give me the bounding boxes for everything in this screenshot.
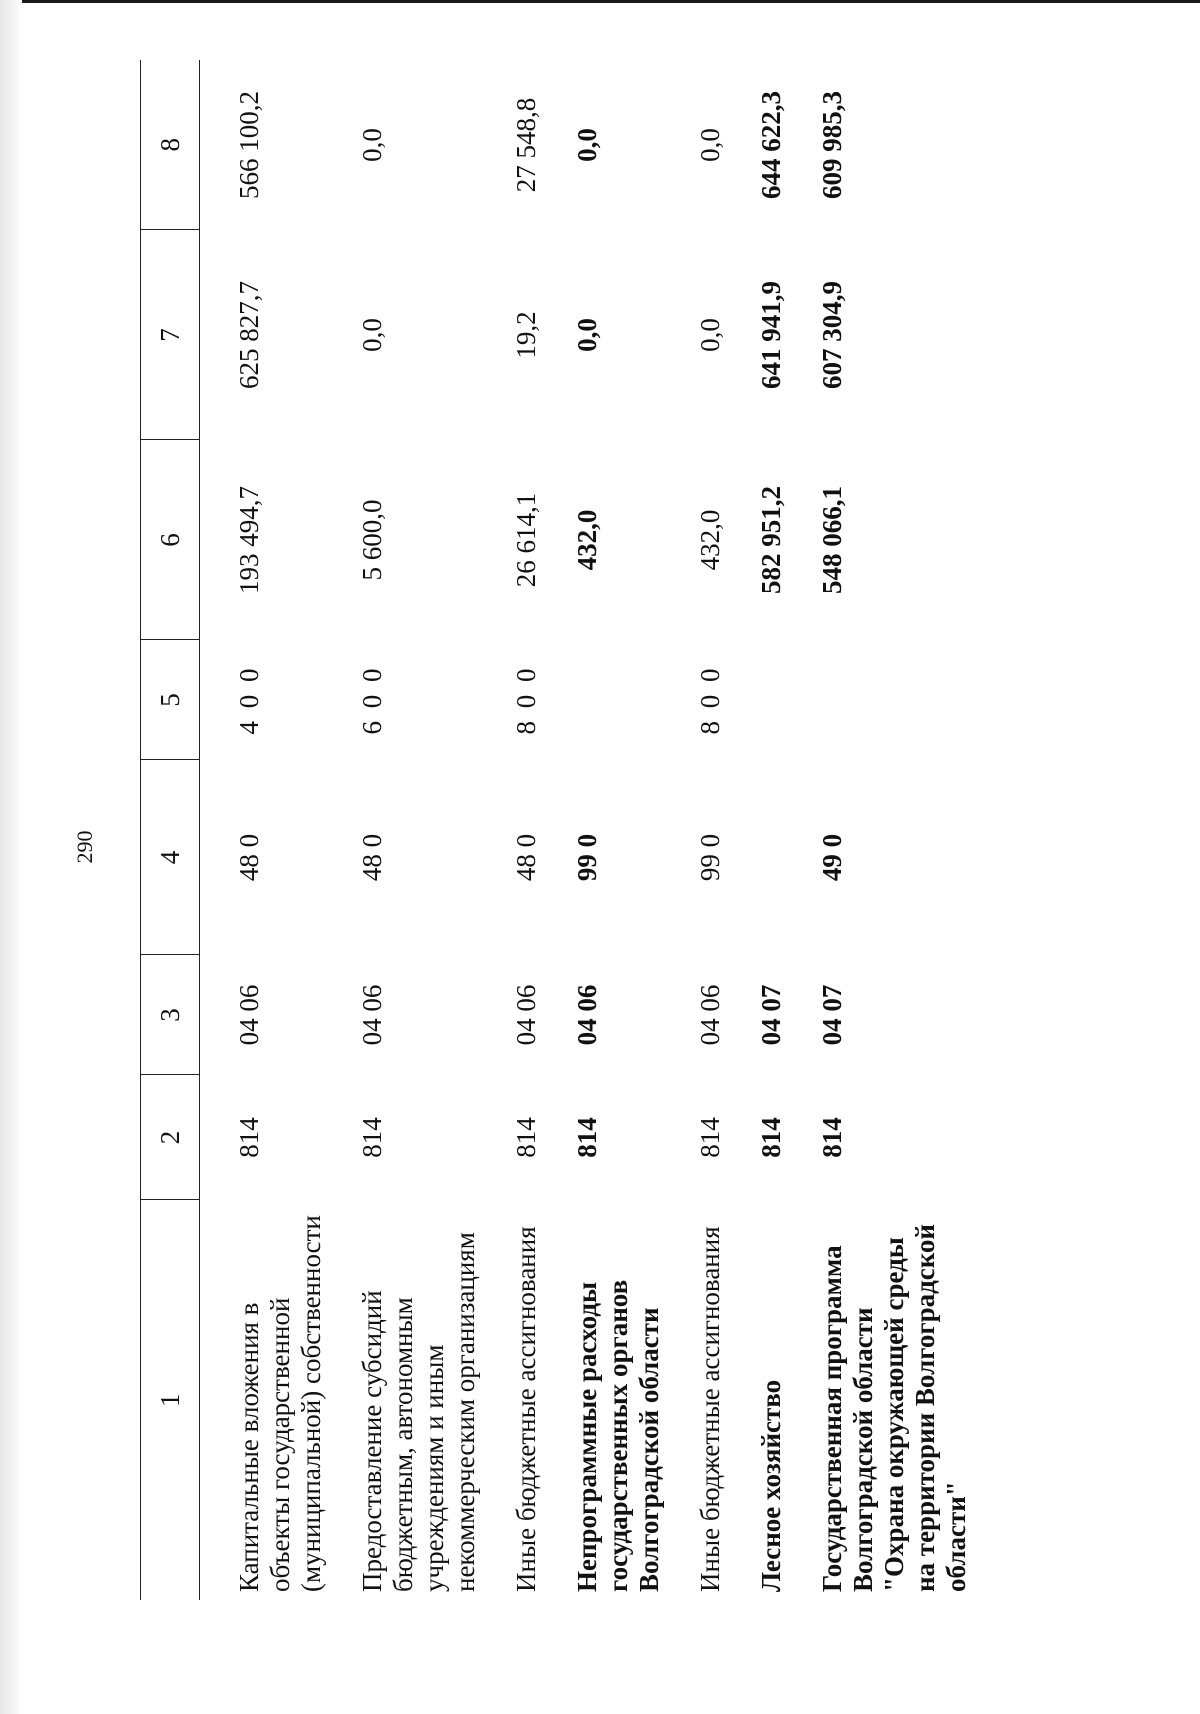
cell-amount-6: 5 600,0 bbox=[357, 499, 387, 581]
rotated-table-container bbox=[140, 60, 1140, 1600]
row-name: Иные бюджетные ассигнования bbox=[695, 1226, 725, 1592]
row-name: Капитальные вложения в объекты государственной (муниципальной) собственности bbox=[234, 1215, 326, 1592]
cell-ministry-code: 814 bbox=[234, 1117, 264, 1158]
table-header bbox=[141, 60, 200, 1600]
cell-amount-6: 193 494,7 bbox=[234, 486, 264, 594]
cell-amount-8: 644 622,3 bbox=[756, 91, 786, 199]
scan-left-shadow bbox=[0, 0, 22, 1714]
cell-ministry-code: 814 bbox=[756, 1117, 786, 1158]
column-header-4: 4 bbox=[141, 760, 200, 955]
column-header-6: 6 bbox=[141, 440, 200, 640]
cell-ministry-code: 814 bbox=[695, 1117, 725, 1158]
cell-program-code: 49 0 bbox=[817, 833, 847, 882]
cell-amount-7: 0,0 bbox=[357, 318, 387, 352]
cell-amount-6: 582 951,2 bbox=[756, 486, 786, 594]
cell-expense-type bbox=[726, 640, 787, 760]
header-row bbox=[141, 60, 200, 1600]
cell-amount-6: 26 614,1 bbox=[511, 492, 541, 588]
cell-amount-8: 0,0 bbox=[572, 128, 602, 162]
cell-amount-6: 432,0 bbox=[572, 509, 602, 571]
table-row bbox=[327, 60, 481, 1600]
table-row bbox=[481, 60, 542, 1600]
cell-amount-8: 0,0 bbox=[357, 128, 387, 162]
cell-program-code bbox=[726, 760, 787, 955]
cell-amount-8: 566 100,2 bbox=[234, 91, 264, 199]
table-row bbox=[787, 60, 972, 1600]
cell-expense-type: 6 0 0 bbox=[357, 665, 387, 735]
cell-amount-8: 0,0 bbox=[695, 128, 725, 162]
row-name: Иные бюджетные ассигнования bbox=[511, 1226, 541, 1592]
cell-ministry-code: 814 bbox=[357, 1117, 387, 1158]
row-name: Предоставление субсидий бюджетным, автономным учреждениям и иным некоммерческим организациям bbox=[357, 1232, 480, 1592]
cell-ministry-code: 814 bbox=[511, 1117, 541, 1158]
cell-ministry-code: 814 bbox=[572, 1117, 602, 1158]
page-number-text: 290 bbox=[72, 830, 97, 864]
column-header-2: 2 bbox=[141, 1075, 200, 1200]
cell-program-code: 99 0 bbox=[695, 833, 725, 882]
cell-expense-type: 8 0 0 bbox=[695, 665, 725, 735]
scan-top-edge bbox=[0, 0, 1200, 3]
cell-amount-7: 625 827,7 bbox=[234, 281, 264, 389]
cell-expense-type: 4 0 0 bbox=[234, 665, 264, 735]
cell-program-code: 48 0 bbox=[234, 833, 264, 882]
cell-expense-type bbox=[542, 640, 665, 760]
cell-program-code: 99 0 bbox=[572, 833, 602, 882]
cell-section-code: 04 06 bbox=[234, 984, 264, 1046]
column-header-1: 1 bbox=[141, 1200, 200, 1600]
cell-program-code: 48 0 bbox=[511, 833, 541, 882]
column-header-5: 5 bbox=[141, 640, 200, 760]
row-name: Непрограммные расходы государственных органов Волгоградской области bbox=[572, 1279, 664, 1592]
cell-expense-type: 8 0 0 bbox=[511, 665, 541, 735]
column-header-3: 3 bbox=[141, 955, 200, 1075]
cell-expense-type bbox=[787, 640, 972, 760]
cell-amount-7: 607 304,9 bbox=[817, 281, 847, 389]
cell-section-code: 04 06 bbox=[357, 984, 387, 1046]
column-header-7: 7 bbox=[141, 230, 200, 440]
table-row bbox=[200, 60, 328, 1600]
cell-amount-7: 0,0 bbox=[695, 318, 725, 352]
table-row bbox=[726, 60, 787, 1600]
cell-section-code: 04 07 bbox=[817, 984, 847, 1046]
cell-section-code: 04 06 bbox=[511, 984, 541, 1046]
cell-section-code: 04 06 bbox=[695, 984, 725, 1046]
cell-amount-7: 641 941,9 bbox=[756, 281, 786, 389]
budget-table bbox=[140, 60, 972, 1600]
table-row bbox=[665, 60, 726, 1600]
row-name: Лесное хозяйство bbox=[756, 1379, 786, 1592]
column-header-8: 8 bbox=[141, 60, 200, 230]
cell-amount-6: 548 066,1 bbox=[817, 486, 847, 594]
cell-program-code: 48 0 bbox=[357, 833, 387, 882]
cell-amount-8: 609 985,3 bbox=[817, 91, 847, 199]
table-body bbox=[200, 60, 973, 1600]
cell-section-code: 04 06 bbox=[572, 984, 602, 1046]
cell-amount-8: 27 548,8 bbox=[511, 97, 541, 193]
cell-amount-6: 432,0 bbox=[695, 509, 725, 571]
cell-section-code: 04 07 bbox=[756, 984, 786, 1046]
cell-amount-7: 0,0 bbox=[572, 318, 602, 352]
cell-ministry-code: 814 bbox=[817, 1117, 847, 1158]
row-name: Государственная программа Волгоградской области "Охрана окружающей среды на территории Волгоградской области" bbox=[817, 1224, 971, 1592]
table-row bbox=[542, 60, 665, 1600]
cell-amount-7: 19,2 bbox=[511, 311, 541, 359]
